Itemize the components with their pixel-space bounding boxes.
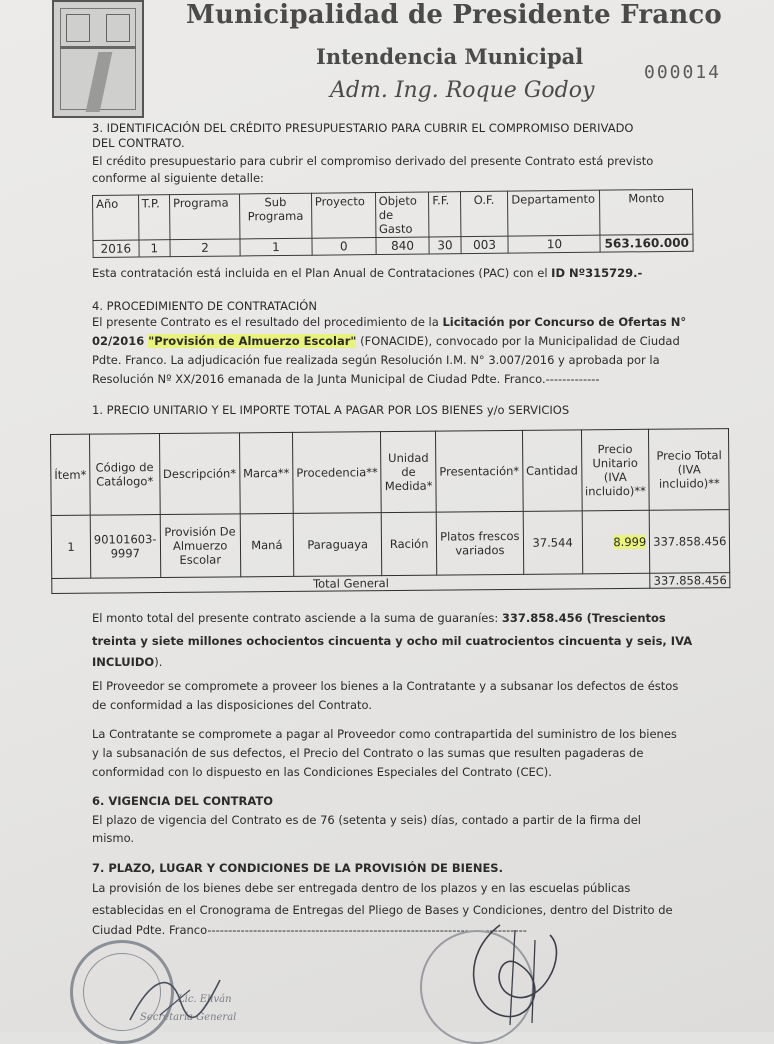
- price-header-cell: Precio Total (IVA incluido)**: [649, 429, 730, 511]
- budget-value-cell: 003: [461, 236, 509, 253]
- price-section-heading: 1. PRECIO UNITARIO Y EL IMPORTE TOTAL A PAGAR POR LOS BIENES y/o SERVICIOS: [92, 403, 570, 417]
- amount-line2: treinta y siete millones ochocientos cincuenta y ocho mil cuatrocientos cincuenta y seis, IVA: [92, 634, 693, 648]
- presentation-cell: Platos frescos variados: [436, 511, 523, 575]
- budget-value-cell: 840: [376, 237, 430, 255]
- folio-number: 000014: [644, 62, 722, 83]
- section4-line2-b: (FONACIDE), convocado por la Municipalidad de Ciudad: [356, 334, 680, 348]
- price-header-row: [51, 429, 730, 516]
- budget-table: [92, 189, 694, 258]
- budget-amount-cell: 563.160.000: [600, 234, 693, 252]
- price-table: [50, 428, 731, 594]
- section6-heading: 6. VIGENCIA DEL CONTRATO: [92, 794, 273, 808]
- section4-line4: Resolución Nº XX/2016 emanada de la Junta Municipal de Ciudad Pdte. Franco.-------------: [92, 372, 600, 386]
- budget-value-cell: 2: [170, 239, 240, 257]
- amount-line3: [92, 654, 162, 670]
- budget-header-cell: T.P.: [138, 195, 170, 240]
- pac-line: [92, 265, 642, 281]
- price-item-row: [51, 510, 730, 579]
- contratante-line3: conformidad con lo dispuesto en las Condiciones Especiales del Contrato (CEC).: [92, 765, 552, 779]
- section3-heading-line1: 3. IDENTIFICACIÓN DEL CRÉDITO PRESUPUESTARIO PARA CUBRIR EL COMPROMISO DERIVADO: [92, 121, 634, 135]
- budget-header-row: [93, 189, 693, 240]
- section4-line2: [92, 333, 680, 349]
- price-header-cell: Unidad de Medida*: [381, 431, 436, 512]
- administration-line: Adm. Ing. Roque Godoy: [330, 78, 595, 103]
- budget-value-cell: 10: [508, 235, 600, 253]
- signature-right-icon: [440, 915, 590, 1032]
- price-header-cell: Precio Unitario (IVA incluido)**: [581, 429, 650, 511]
- municipality-title: Municipalidad de Presidente Franco: [186, 0, 722, 30]
- price-header-cell: Procedencia**: [293, 432, 382, 514]
- pac-text: Esta contratación está incluida en el Plan Anual de Contrataciones (PAC) con el: [92, 266, 552, 280]
- budget-header-cell: Programa: [169, 194, 239, 240]
- section3-text-line1: El crédito presupuestario para cubrir el compromiso derivado del presente Contrato está previsto: [92, 154, 654, 168]
- unit-price-cell: [582, 510, 650, 574]
- budget-header-cell: Sub Programa: [239, 193, 311, 239]
- price-header-cell: Presentación*: [435, 430, 523, 512]
- budget-header-cell: Monto: [600, 189, 693, 235]
- budget-value-cell: 30: [429, 237, 461, 254]
- total-price-cell: 337.858.456: [649, 510, 730, 574]
- section4-line1-b: Licitación por Concurso de Ofertas N°: [442, 315, 687, 329]
- item-number-cell: 1: [51, 515, 90, 578]
- price-header-cell: Ítem*: [51, 434, 91, 515]
- signatory-role: Secretaría General: [140, 1012, 237, 1023]
- budget-value-cell: 1: [139, 240, 171, 257]
- unit-price-value: 8.999: [613, 534, 647, 550]
- contratante-line2: y la subsanación de sus defectos, el Precio del Contrato o las sumas que resulten pagaderas de: [92, 746, 644, 760]
- signature-left-icon: [120, 960, 240, 1030]
- description-cell: Provisión De Almuerzo Escolar: [160, 514, 241, 578]
- unit-cell: Ración: [382, 512, 437, 575]
- section4-line2-a: 02/2016: [92, 334, 149, 348]
- budget-value-cell: 1: [240, 238, 312, 256]
- proveedor-line2: de conformidad a las disposiciones del Contrato.: [92, 698, 373, 712]
- section6-line1: El plazo de vigencia del Contrato es de 76 (setenta y seis) días, contado a partir de la firma del: [92, 813, 641, 827]
- budget-header-cell: Año: [93, 195, 139, 240]
- amount-line1: [92, 610, 666, 626]
- section7-line3: Ciudad Pdte. Franco-----------------------------------------------------------------------------: [92, 923, 527, 937]
- price-header-cell: Descripción*: [159, 433, 240, 515]
- amount-line3-b: ).: [154, 655, 163, 669]
- intendencia-subtitle: Intendencia Municipal: [316, 44, 584, 69]
- pac-id: ID Nº315729.-: [551, 266, 643, 280]
- section4-heading: 4. PROCEDIMIENTO DE CONTRATACIÓN: [92, 299, 317, 313]
- section7-heading: 7. PLAZO, LUGAR Y CONDICIONES DE LA PROVISIÓN DE BIENES.: [92, 861, 503, 875]
- total-general-label: Total General: [52, 573, 650, 593]
- budget-header-cell: O.F.: [460, 191, 508, 236]
- budget-value-cell: 0: [312, 238, 376, 256]
- budget-value-cell: 2016: [93, 240, 139, 257]
- catalog-code-cell: 90101603-9997: [90, 515, 160, 579]
- origin-cell: Paraguaya: [293, 513, 382, 577]
- section3-heading-line2: DEL CONTRATO.: [92, 136, 185, 150]
- signatory-name: Lic. Eliván: [178, 994, 232, 1005]
- section4-line1-a: El presente Contrato es el resultado del procedimiento de la: [92, 315, 443, 329]
- amount-line1-a: El monto total del presente contrato asciende a la suma de guaraníes:: [92, 611, 502, 625]
- price-header-cell: Código de Catálogo*: [89, 434, 159, 516]
- section7-line1: La provisión de los bienes debe ser entregada dentro de los plazos y en las escuelas públicas: [92, 881, 631, 895]
- price-header-cell: Marca**: [239, 432, 293, 513]
- total-general-value: 337.858.456: [650, 573, 730, 589]
- section4-line3: Pdte. Franco. La adjudicación fue realizada según Resolución I.M. N° 3.007/2016 y aprobada por la: [92, 353, 660, 367]
- budget-header-cell: Objeto de Gasto: [375, 192, 429, 238]
- section7-line2: establecidas en el Cronograma de Entregas del Pliego de Bases y Condiciones, dentro del Distrito de: [92, 903, 673, 917]
- section3-text-line2: conforme al siguiente detalle:: [92, 171, 264, 185]
- quantity-cell: 37.544: [523, 511, 582, 575]
- contratante-line1: La Contratante se compromete a pagar al Proveedor como contrapartida del suministro de los bienes: [92, 727, 677, 741]
- proveedor-line1: El Proveedor se compromete a proveer los bienes a la Contratante y a subsanar los defectos de éstos: [92, 679, 679, 693]
- section4-line1: [92, 314, 686, 330]
- highlighted-tender-name: "Provisión de Almuerzo Escolar": [148, 334, 357, 348]
- budget-header-cell: Proyecto: [311, 193, 375, 239]
- amount-line3-a: INCLUIDO: [92, 655, 155, 669]
- budget-header-cell: F.F.: [429, 192, 461, 237]
- budget-header-cell: Departamento: [508, 190, 601, 236]
- municipal-crest-icon: [52, 0, 144, 118]
- amount-line1-b: 337.858.456 (Trescientos: [501, 611, 666, 625]
- brand-cell: Maná: [240, 513, 294, 576]
- price-header-cell: Cantidad: [522, 430, 581, 512]
- section6-line2: mismo.: [92, 831, 135, 845]
